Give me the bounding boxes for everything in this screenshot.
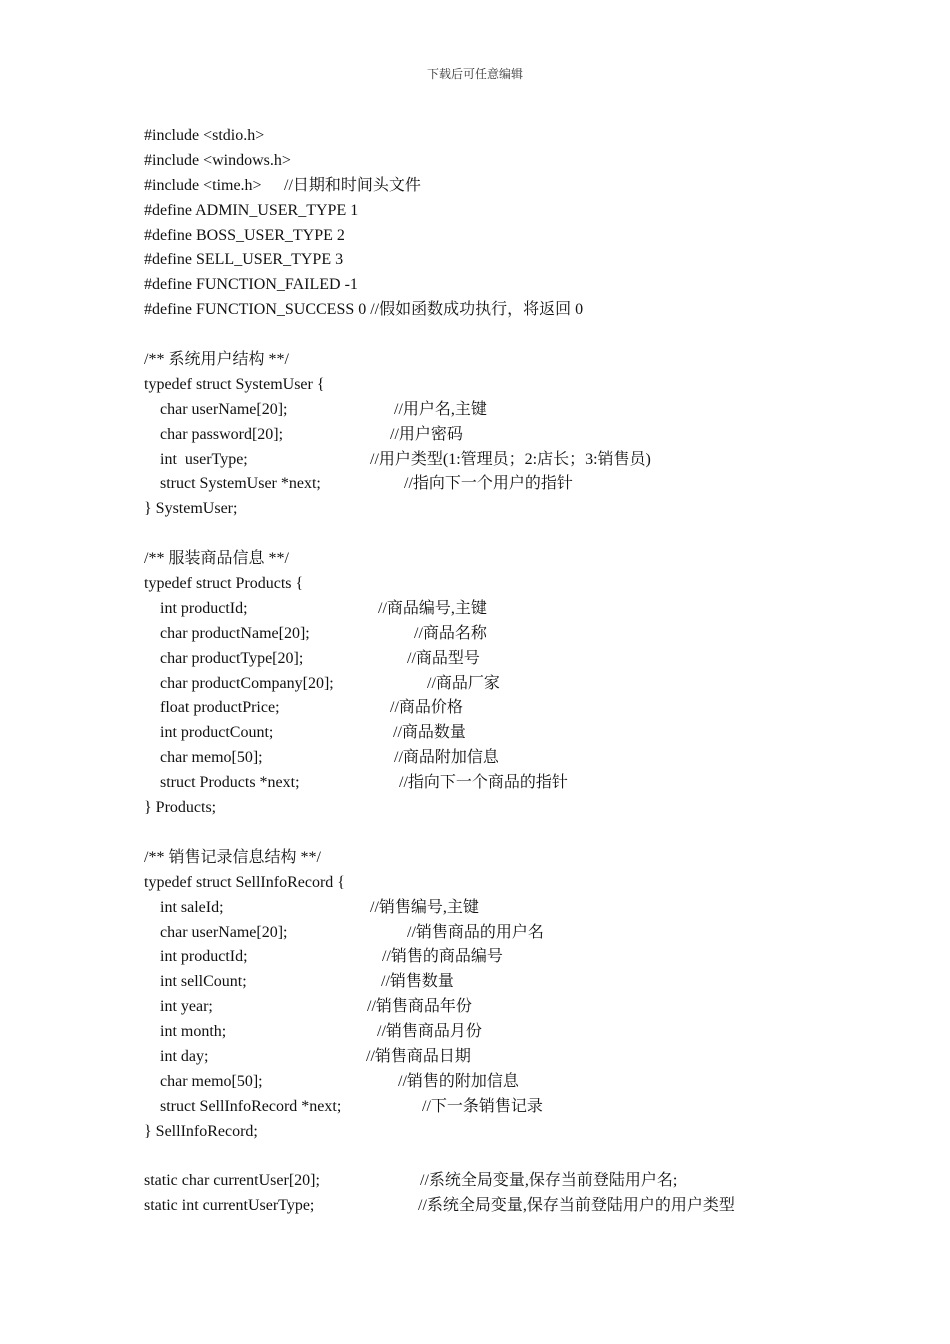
code-text: int userType; xyxy=(144,450,248,468)
code-line xyxy=(144,622,904,647)
code-line xyxy=(144,921,904,946)
code-comment: //用户类型(1:管理员；2:店长；3:销售员) xyxy=(370,450,651,468)
code-text: #include <time.h> xyxy=(144,176,262,194)
code-line xyxy=(144,1070,904,1095)
code-text: struct SellInfoRecord *next; xyxy=(144,1097,342,1115)
code-text: int day; xyxy=(144,1047,209,1065)
code-line xyxy=(144,472,904,497)
code-line xyxy=(144,1194,904,1219)
code-comment: //销售商品月份 xyxy=(377,1023,482,1041)
code-comment: //日期和时间头文件 xyxy=(284,176,421,194)
code-comment: //销售商品日期 xyxy=(366,1047,471,1065)
code-line xyxy=(144,970,904,995)
code-comment: //商品附加信息 xyxy=(394,749,499,767)
code-line xyxy=(144,199,904,224)
code-text: /** 销售记录信息结构 **/ xyxy=(144,848,321,866)
code-comment: //指向下一个用户的指针 xyxy=(404,475,573,493)
code-line xyxy=(144,871,904,896)
code-text: int saleId; xyxy=(144,898,224,916)
code-text: char productName[20]; xyxy=(144,624,310,642)
code-text: float productPrice; xyxy=(144,699,280,717)
code-text: typedef struct SystemUser { xyxy=(144,375,325,393)
code-text: #define BOSS_USER_TYPE 2 xyxy=(144,226,345,244)
code-line xyxy=(144,149,904,174)
code-line xyxy=(144,597,904,622)
code-text: typedef struct SellInfoRecord { xyxy=(144,873,345,891)
code-line xyxy=(144,423,904,448)
code-text: char password[20]; xyxy=(144,425,284,443)
code-line xyxy=(144,1095,904,1120)
code-line xyxy=(144,373,904,398)
code-line xyxy=(144,696,904,721)
code-text: char memo[50]; xyxy=(144,1072,263,1090)
code-text: char productCompany[20]; xyxy=(144,674,334,692)
code-line xyxy=(144,1145,904,1170)
code-line xyxy=(144,323,904,348)
code-text: /** 服装商品信息 **/ xyxy=(144,550,289,568)
code-comment: //销售的商品编号 xyxy=(382,948,503,966)
code-text: } Products; xyxy=(144,799,217,817)
code-comment: //商品价格 xyxy=(390,699,463,717)
code-line xyxy=(144,746,904,771)
page-header: 下载后可任意编辑 xyxy=(426,67,523,81)
code-line xyxy=(144,174,904,199)
code-line xyxy=(144,896,904,921)
code-line xyxy=(144,398,904,423)
code-text: #define SELL_USER_TYPE 3 xyxy=(144,251,344,269)
code-listing xyxy=(144,124,904,1219)
code-comment: //用户密码 xyxy=(390,425,463,443)
code-text: #define FUNCTION_SUCCESS 0 //假如函数成功执行，将返回 0 xyxy=(144,301,584,319)
code-text: } SystemUser; xyxy=(144,500,238,518)
code-line xyxy=(144,1020,904,1045)
code-text: struct Products *next; xyxy=(144,774,300,792)
code-comment: //销售数量 xyxy=(381,973,454,991)
code-text: int month; xyxy=(144,1023,227,1041)
code-line xyxy=(144,273,904,298)
code-text: static char currentUser[20]; xyxy=(144,1172,320,1190)
code-text: #include <windows.h> xyxy=(144,151,291,169)
code-text: static int currentUserType; xyxy=(144,1197,315,1215)
code-line xyxy=(144,721,904,746)
code-comment: //用户名,主键 xyxy=(394,400,487,418)
code-line xyxy=(144,672,904,697)
code-text: char userName[20]; xyxy=(144,400,288,418)
code-comment: //商品名称 xyxy=(414,624,487,642)
code-text: } SellInfoRecord; xyxy=(144,1122,258,1140)
code-comment: //指向下一个商品的指针 xyxy=(399,774,568,792)
code-text: char memo[50]; xyxy=(144,749,263,767)
code-line xyxy=(144,647,904,672)
code-comment: //商品数量 xyxy=(393,724,466,742)
code-line xyxy=(144,348,904,373)
code-text: char userName[20]; xyxy=(144,923,288,941)
code-line xyxy=(144,572,904,597)
code-comment: //商品型号 xyxy=(407,649,480,667)
code-line xyxy=(144,821,904,846)
code-text: int sellCount; xyxy=(144,973,247,991)
code-text: #include <stdio.h> xyxy=(144,127,265,144)
code-text: #define ADMIN_USER_TYPE 1 xyxy=(144,201,359,219)
code-comment: //销售商品年份 xyxy=(367,998,472,1016)
code-line xyxy=(144,224,904,249)
code-line xyxy=(144,298,904,323)
code-comment: //商品厂家 xyxy=(427,674,500,692)
code-line xyxy=(144,846,904,871)
code-line xyxy=(144,796,904,821)
code-text: struct SystemUser *next; xyxy=(144,475,321,493)
code-line xyxy=(144,248,904,273)
code-text: char productType[20]; xyxy=(144,649,304,667)
code-comment: //系统全局变量,保存当前登陆用户名; xyxy=(420,1172,678,1190)
code-line xyxy=(144,448,904,473)
code-text: int productCount; xyxy=(144,724,274,742)
code-text: int productId; xyxy=(144,948,248,966)
code-line xyxy=(144,547,904,572)
code-line xyxy=(144,497,904,522)
code-text: int productId; xyxy=(144,599,248,617)
code-line xyxy=(144,1120,904,1145)
code-comment: //系统全局变量,保存当前登陆用户的用户类型 xyxy=(418,1197,735,1215)
code-comment: //销售编号,主键 xyxy=(370,898,479,916)
code-text: int year; xyxy=(144,998,213,1016)
code-comment: //销售的附加信息 xyxy=(398,1072,519,1090)
code-comment: //商品编号,主键 xyxy=(378,599,487,617)
code-comment: //销售商品的用户名 xyxy=(407,923,544,941)
code-line xyxy=(144,1045,904,1070)
code-line xyxy=(144,771,904,796)
code-comment: //下一条销售记录 xyxy=(422,1097,543,1115)
code-line xyxy=(144,945,904,970)
code-text: #define FUNCTION_FAILED -1 xyxy=(144,276,358,294)
code-line xyxy=(144,124,904,149)
code-text: typedef struct Products { xyxy=(144,575,304,593)
code-line xyxy=(144,522,904,547)
code-text: /** 系统用户结构 **/ xyxy=(144,351,289,369)
code-line xyxy=(144,995,904,1020)
code-line xyxy=(144,1169,904,1194)
